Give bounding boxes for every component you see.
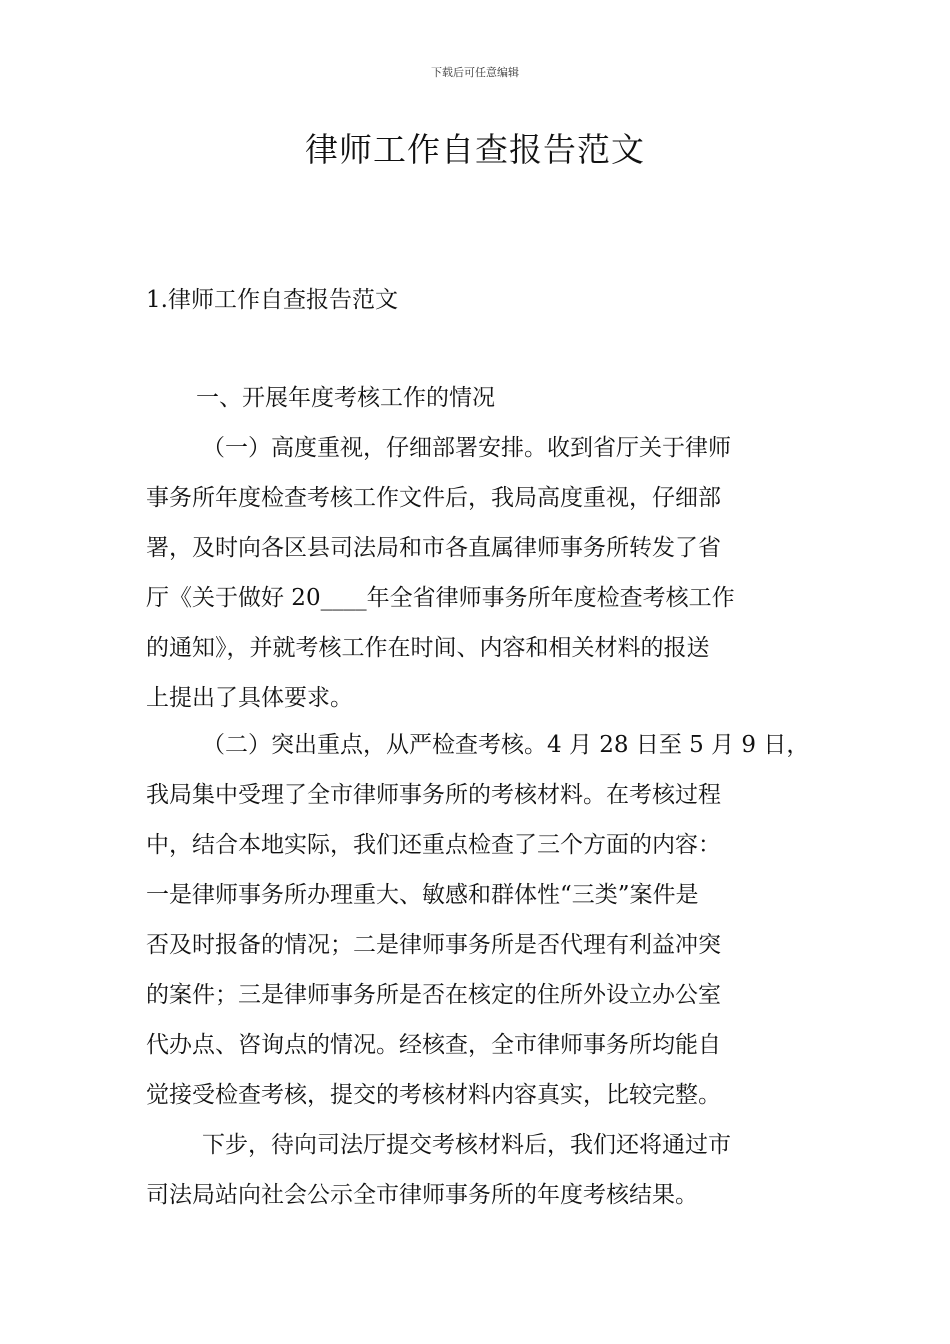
paragraph-2 [146, 720, 816, 1120]
paragraph-line: 上提出了具体要求。 [146, 685, 353, 711]
subheading: 一、开展年度考核工作的情况 [196, 385, 495, 411]
paragraph-3 [146, 1120, 816, 1220]
paragraph-1 [146, 423, 816, 723]
paragraph-line: 代办点、咨询点的情况。经核查，全市律师事务所均能自 [146, 1032, 721, 1058]
paragraph-line: 厅《关于做好 20____年全省律师事务所年度检查考核工作 [146, 585, 735, 611]
paragraph-line: 我局集中受理了全市律师事务所的考核材料。在考核过程 [146, 782, 721, 808]
paragraph-line: 否及时报备的情况；二是律师事务所是否代理有利益冲突 [146, 932, 721, 958]
paragraph-line: 署，及时向各区县司法局和市各直属律师事务所转发了省 [146, 535, 721, 561]
paragraph-line: （二）突出重点，从严检查考核。4 月 28 日至 5 月 9 日， [202, 732, 810, 758]
document-title: 律师工作自查报告范文 [305, 130, 645, 169]
paragraph-line: 司法局站向社会公示全市律师事务所的年度考核结果。 [146, 1182, 698, 1208]
paragraph-line: 一是律师事务所办理重大、敏感和群体性“三类”案件是 [146, 882, 699, 908]
paragraph-line: 的通知》，并就考核工作在时间、内容和相关材料的报送 [146, 635, 710, 661]
paragraph-line: 事务所年度检查考核工作文件后，我局高度重视，仔细部 [146, 485, 721, 511]
paragraph-line: 下步，待向司法厅提交考核材料后，我们还将通过市 [202, 1132, 731, 1158]
paragraph-line: 觉接受检查考核，提交的考核材料内容真实，比较完整。 [146, 1082, 721, 1108]
section-heading: 1.律师工作自查报告范文 [146, 287, 398, 313]
header-note: 下载后可任意编辑 [431, 66, 519, 79]
paragraph-line: （一）高度重视，仔细部署安排。收到省厅关于律师 [202, 435, 731, 461]
paragraph-line: 中，结合本地实际，我们还重点检查了三个方面的内容： [146, 832, 721, 858]
paragraph-line: 的案件；三是律师事务所是否在核定的住所外设立办公室 [146, 982, 721, 1008]
